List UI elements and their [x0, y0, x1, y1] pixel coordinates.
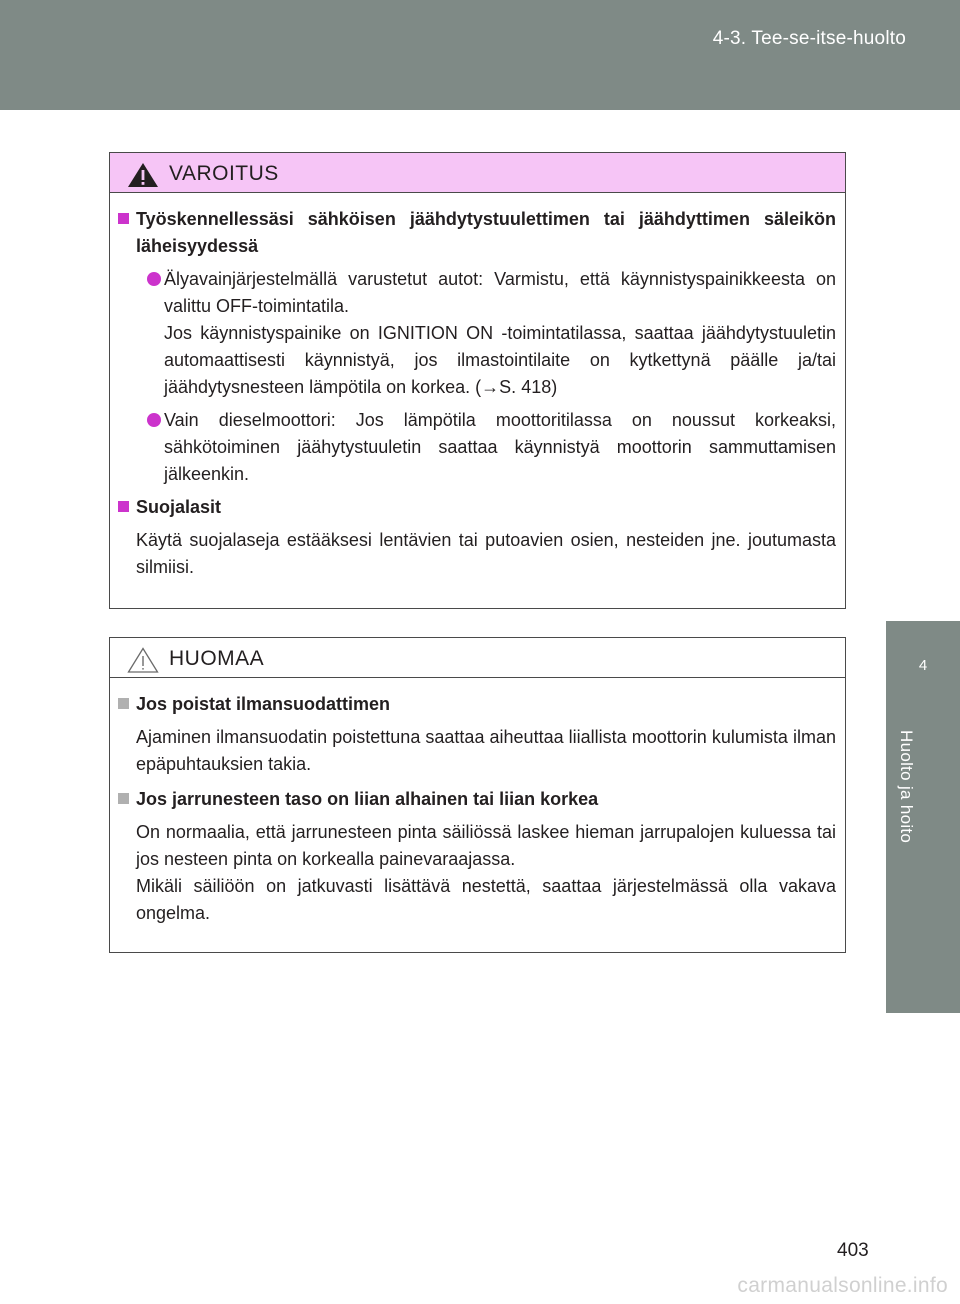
- square-bullet-icon: [118, 793, 129, 804]
- section-heading-text: Suojalasit: [136, 497, 222, 517]
- warning-section-heading: [118, 206, 836, 260]
- header-bar: [0, 0, 960, 110]
- square-bullet-icon: [118, 501, 129, 512]
- round-bullet-icon: [147, 413, 161, 427]
- chapter-tab: [886, 621, 960, 713]
- notice-section-heading: [118, 691, 836, 718]
- paragraph-text-continued: Mikäli säiliöön on jatkuvasti lisättävä nestettä, saattaa järjestelmässä olla vakava ongelma.: [136, 876, 836, 923]
- chapter-label: Huolto ja hoito: [897, 730, 916, 844]
- notice-title: HUOMAA: [169, 647, 265, 670]
- watermark: carmanualsonline.info: [737, 1274, 948, 1297]
- page-number: 403: [837, 1240, 869, 1261]
- warning-triangle-icon: [127, 162, 159, 188]
- notice-box: [109, 637, 846, 953]
- warning-section-heading: [118, 494, 836, 521]
- warning-box: [109, 152, 846, 609]
- notice-box-body: [110, 678, 845, 927]
- caution-triangle-outline-icon: [127, 647, 159, 673]
- warning-box-body: [110, 193, 845, 581]
- bullet-text: Älyavainjärjestelmällä varustetut autot: Varmistu, että käynnistyspainikkeesta on valittu OFF-toimintatila.: [164, 269, 836, 316]
- paragraph-text: Ajaminen ilmansuodatin poistettuna saattaa aiheuttaa liiallista moottorin kulumista ilman epäpuhtauksien takia.: [136, 727, 836, 774]
- notice-box-header: [110, 638, 845, 678]
- bullet-text: Vain dieselmoottori: Jos lämpötila moottoritilassa on noussut korkeaksi, sähkötoiminen jäähytystuuletin saattaa käynnistyä moottorin sammuttamisen jälkeenkin.: [164, 410, 836, 484]
- section-title: 4-3. Tee-se-itse-huolto: [712, 28, 906, 49]
- warning-bullet: [118, 407, 836, 488]
- bullet-text-continued: Jos käynnistyspainike on IGNITION ON -toimintatilassa, saattaa jäähdytystuuletin automaattisesti käynnistyä, jos ilmastointilaite on kytkettynä päälle ja/tai jäähdytysnesteen lämpötila on korkea. (→S. 418): [164, 323, 836, 397]
- section-heading-text: Jos jarrunesteen taso on liian alhainen tai liian korkea: [136, 789, 599, 809]
- section-heading-text: Jos poistat ilmansuodattimen: [136, 694, 391, 714]
- paragraph-text: Käytä suojalaseja estääksesi lentävien tai putoavien osien, nesteiden jne. joutumasta silmiisi.: [136, 530, 836, 577]
- notice-section-heading: [118, 786, 836, 813]
- warning-paragraph: [118, 527, 836, 581]
- warning-box-header: [110, 153, 845, 193]
- chapter-number: 4: [918, 657, 928, 674]
- warning-bullet: [118, 266, 836, 401]
- square-bullet-icon: [118, 213, 129, 224]
- paragraph-text: On normaalia, että jarrunesteen pinta säiliössä laskee hieman jarrupalojen kuluessa tai jos nesteen pinta on korkealla painevaraajassa.: [136, 822, 836, 869]
- notice-paragraph: [118, 724, 836, 778]
- section-heading-text: Työskennellessäsi sähköisen jäähdytystuulettimen tai jäähdyttimen säleikön läheisyydessä: [136, 209, 836, 256]
- warning-title: VAROITUS: [169, 162, 279, 185]
- notice-paragraph: [118, 819, 836, 927]
- round-bullet-icon: [147, 272, 161, 286]
- square-bullet-icon: [118, 698, 129, 709]
